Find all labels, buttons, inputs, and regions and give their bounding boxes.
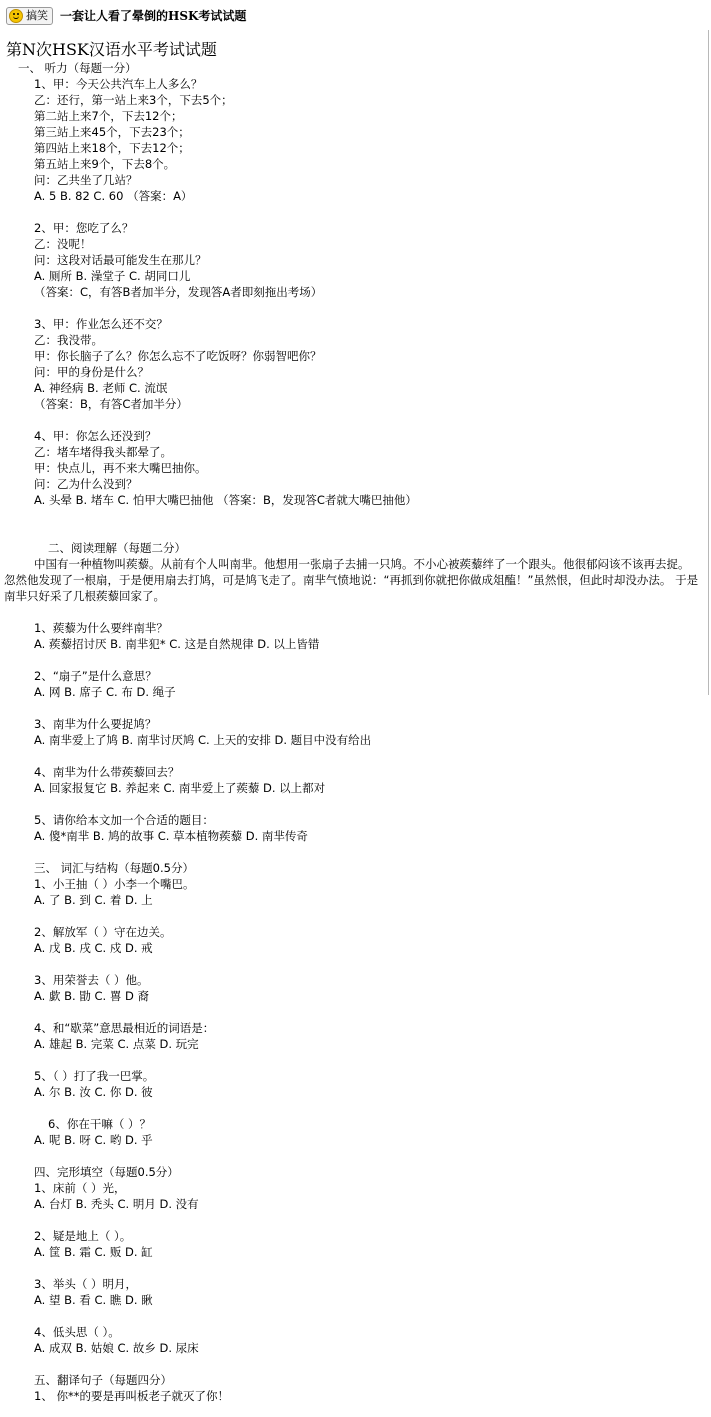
exam-line: 2、甲：您吃了么？ — [34, 221, 134, 235]
document-title: 第N次HSK汉语水平考试试题 — [6, 40, 217, 59]
exam-line: A. 了 B. 到 C. 着 D. 上 — [34, 893, 153, 907]
exam-line: 第四站上来18个，下去12个； — [34, 141, 190, 155]
exam-line: 三、 词汇与结构（每题0.5分） — [34, 861, 194, 875]
exam-line: 第三站上来45个，下去23个； — [34, 125, 190, 139]
exam-line: 问：乙为什么没到？ — [34, 477, 138, 491]
exam-line: A. 望 B. 看 C. 瞧 D. 瞅 — [34, 1293, 153, 1307]
exam-line: （答案：B，有答C者加半分） — [34, 397, 188, 411]
exam-line: A. 歔 B. 勖 C. 嘼 D 裔 — [34, 989, 149, 1003]
exam-line: 4、和“歇菜”意思最相近的词语是： — [34, 1021, 215, 1035]
exam-line: 第五站上来9个，下去8个。 — [34, 157, 176, 171]
exam-line: A. 头晕 B. 堵车 C. 怕甲大嘴巴抽他 （答案：B，发现答C者就大嘴巴抽他） — [34, 493, 417, 507]
exam-line: 甲：你长脑子了么？你怎么忘不了吃饭呀？你弱智吧你？ — [34, 349, 322, 363]
exam-line: 1、 你**的要是再叫板老子就灭了你！ — [34, 1389, 229, 1403]
exam-line: 5、请你给本文加一个合适的题目： — [34, 813, 214, 827]
category-tag[interactable] — [6, 7, 53, 25]
exam-line: A. 傻*南芈 B. 鸠的故事 C. 草本植物蒺藜 D. 南芈传奇 — [34, 829, 308, 843]
exam-line: 4、南芈为什么带蒺藜回去？ — [34, 765, 180, 779]
exam-line: 二、阅读理解（每题二分） — [48, 541, 186, 555]
exam-line: 乙：还行，第一站上来3个，下去5个； — [34, 93, 233, 107]
category-tag-label: 搞笑 — [26, 9, 48, 22]
reading-passage: 中国有一种植物叫蒺藜。从前有个人叫南芈。他想用一张扇子去捕一只鸠。不小心被蒺藜绊了一个跟头。他很郁闷该不该再去捉。 忽然他发现了一根扇，于是便用扇去打鸠，可是鸠飞走了。南芈气愤地说：“再抓到你就把你做成俎醢！”虽然恨，但此时却没办法。 于是南芈只好采了几根蒺藜回家了。 — [4, 557, 699, 603]
exam-line: A. 蒺藜招讨厌 B. 南芈犯* C. 这是自然规律 D. 以上皆错 — [34, 637, 320, 651]
exam-line: （答案：C，有答B者加半分，发现答A者即刻拖出考场） — [34, 285, 323, 299]
exam-line: 2、“扇子”是什么意思？ — [34, 669, 157, 683]
exam-line: 1、床前（ ）光， — [34, 1181, 126, 1195]
exam-line: A. 戊 B. 戌 C. 戍 D. 戒 — [34, 941, 153, 955]
exam-line: 5、（ ）打了我一巴掌。 — [34, 1069, 155, 1083]
exam-line: 4、低头思（ ）。 — [34, 1325, 120, 1339]
smiley-icon — [9, 9, 23, 23]
exam-line: 2、解放军（ ）守在边关。 — [34, 925, 172, 939]
exam-line: 一、 听力（每题一分） — [18, 61, 137, 75]
exam-line: A. 5 B. 82 C. 60 （答案：A） — [34, 189, 193, 203]
exam-line: A. 回家报复它 B. 养起来 C. 南芈爱上了蒺藜 D. 以上都对 — [34, 781, 326, 795]
exam-line: A. 成双 B. 姑娘 C. 故乡 D. 尿床 — [34, 1341, 199, 1355]
exam-line: A. 尔 B. 汝 C. 你 D. 彼 — [34, 1085, 153, 1099]
exam-line: 四、完形填空（每题0.5分） — [34, 1165, 179, 1179]
exam-line: 问：甲的身份是什么？ — [34, 365, 149, 379]
post-title: 一套让人看了晕倒的HSK考试试题 — [60, 9, 247, 23]
exam-line: A. 厕所 B. 澡堂子 C. 胡同口儿 — [34, 269, 191, 283]
exam-line: A. 网 B. 席子 C. 布 D. 绳子 — [34, 685, 176, 699]
exam-line: 1、蒺藜为什么要绊南芈？ — [34, 621, 168, 635]
exam-line: 乙：堵车堵得我头都晕了。 — [34, 445, 172, 459]
exam-line: A. 呢 B. 呀 C. 哟 D. 乎 — [34, 1133, 153, 1147]
exam-line: 乙：我没带。 — [34, 333, 103, 347]
exam-line: 乙：没呢！ — [34, 237, 92, 251]
exam-line: 第二站上来7个，下去12个； — [34, 109, 183, 123]
exam-line: 五、翻译句子（每题四分） — [34, 1373, 172, 1387]
top-bar — [0, 0, 711, 30]
exam-line: 问：乙共坐了几站？ — [34, 173, 138, 187]
exam-line: A. 台灯 B. 秃头 C. 明月 D. 没有 — [34, 1197, 199, 1211]
exam-line: A. 雄起 B. 完菜 C. 点菜 D. 玩完 — [34, 1037, 199, 1051]
exam-line: 3、甲：作业怎么还不交？ — [34, 317, 168, 331]
exam-line: A. 神经病 B. 老师 C. 流氓 — [34, 381, 168, 395]
page-divider — [708, 30, 709, 695]
exam-line: 3、用荣誉去（ ）他。 — [34, 973, 149, 987]
exam-line: A. 南芈爱上了鸠 B. 南芈讨厌鸠 C. 上天的安排 D. 题目中没有给出 — [34, 733, 372, 747]
exam-line: 3、南芈为什么要捉鸠？ — [34, 717, 157, 731]
exam-line: A. 筐 B. 霜 C. 贩 D. 缸 — [34, 1245, 153, 1259]
exam-line: 1、甲：今天公共汽车上人多么？ — [34, 77, 203, 91]
exam-line: 3、举头（ ）明月， — [34, 1277, 137, 1291]
exam-line: 问：这段对话最可能发生在那儿？ — [34, 253, 207, 267]
exam-line: 甲：快点儿，再不来大嘴巴抽你。 — [34, 461, 207, 475]
exam-line: 6、你在干嘛（ ）？ — [48, 1117, 151, 1131]
exam-line: 1、小王抽（ ）小李一个嘴巴。 — [34, 877, 195, 891]
exam-line: 4、甲：你怎么还没到？ — [34, 429, 157, 443]
exam-line: 2、疑是地上（ ）。 — [34, 1229, 132, 1243]
